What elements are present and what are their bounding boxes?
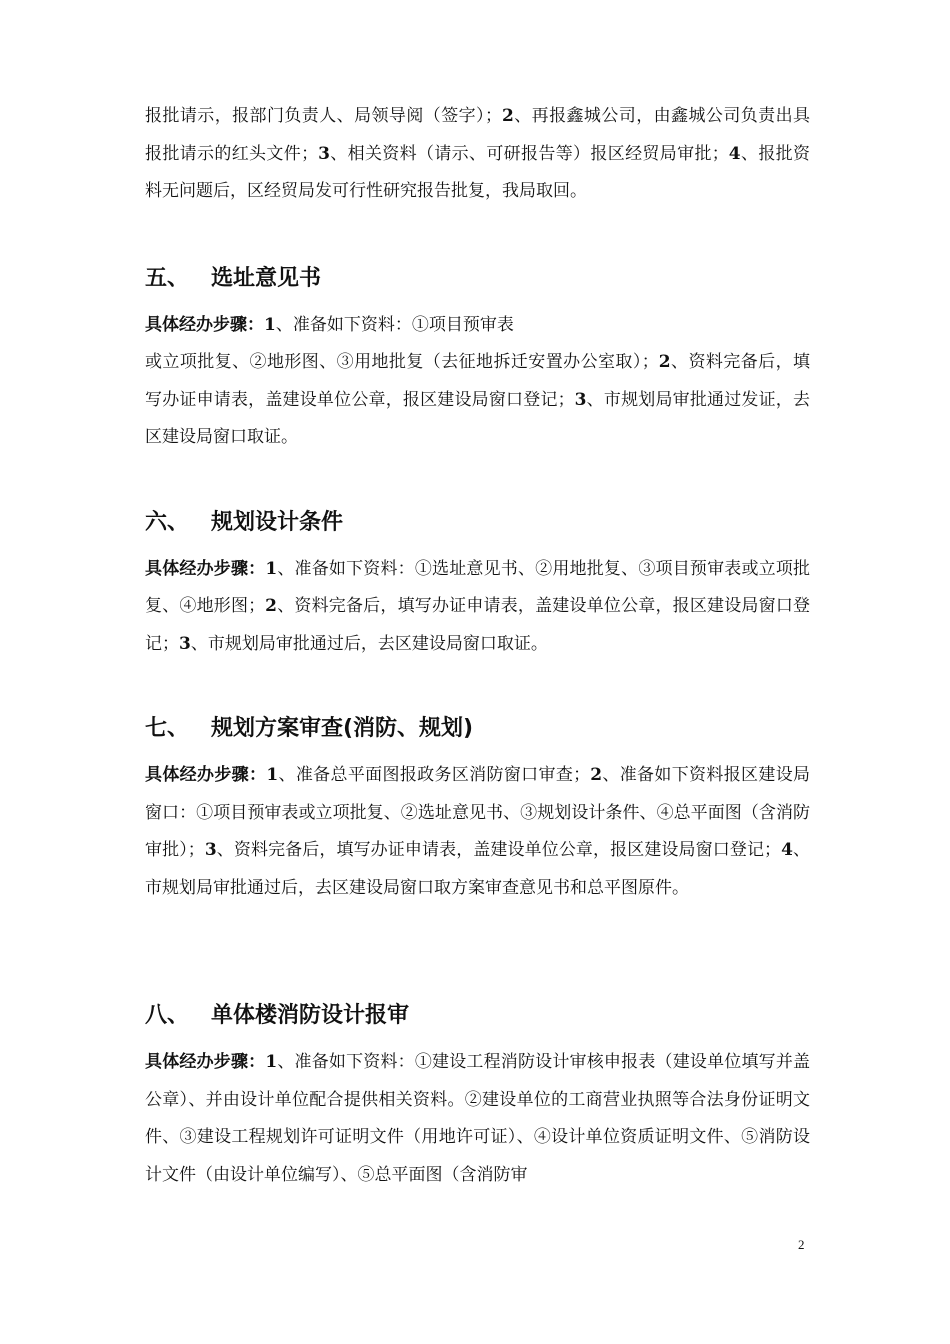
step-number: 3 bbox=[318, 143, 330, 164]
step-text: 、市规划局审批通过后，去区建设局窗口取证。 bbox=[190, 633, 548, 654]
step-number: 2 bbox=[265, 596, 278, 616]
section-heading-6 bbox=[145, 503, 810, 543]
intro-text-3: 、相关资料（请示、可研报告等）报区经贸局审批； bbox=[329, 143, 729, 164]
step-number: 3 bbox=[574, 389, 587, 410]
step-number: 2 bbox=[658, 352, 671, 372]
step-number: 3 bbox=[204, 840, 217, 860]
intro-text-1: 报批请示，报部门负责人、局领导阅（签字）； bbox=[145, 106, 502, 126]
step-text: 、市规划局审批通过发证，去区建设局窗口取证。 bbox=[145, 389, 810, 447]
step-text: 、准备如下资料：①选址意见书、②用地批复、③项目预审表或立项批复、④地形图； bbox=[145, 558, 811, 616]
section-number: 七、 bbox=[145, 716, 190, 741]
intro-text-2: 、再报鑫城公司，由鑫城公司负责出具报批请示的红头文件； bbox=[145, 106, 811, 164]
step-text: 、准备如下资料报区建设局窗口：①项目预审表或立项批复、②选址意见书、③规划设计条件、④总平面图（含消防审批）； bbox=[145, 765, 811, 860]
steps-lead: 具体经办步骤： bbox=[145, 558, 266, 579]
section-heading-5 bbox=[145, 259, 810, 299]
step-number: 1 bbox=[266, 765, 279, 785]
section-number: 五、 bbox=[145, 265, 190, 291]
section-number: 六、 bbox=[145, 509, 190, 535]
step-text: 、市规划局审批通过后，去区建设局窗口取方案审查意见书和总平图原件。 bbox=[145, 840, 811, 898]
step-text: 、准备如下资料：①项目预审表 bbox=[275, 314, 514, 335]
intro-paragraph bbox=[145, 98, 810, 211]
intro-text-4: 、报批资料无问题后，区经贸局发可行性研究报告批复，我局取回。 bbox=[145, 143, 811, 201]
section-title: 规划方案审查(消防、规划) bbox=[211, 716, 474, 741]
step-number: 1 bbox=[264, 314, 276, 335]
step-number: 1 bbox=[265, 558, 278, 579]
step-text: 、资料完备后，填写办证申请表，盖建设单位公章，报区建设局窗口登记； bbox=[216, 840, 782, 860]
section-title: 规划设计条件 bbox=[211, 509, 344, 535]
step-text: 、资料完备后，填写办证申请表，盖建设单位公章，报区建设局窗口登记； bbox=[145, 596, 811, 654]
step-number: 4 bbox=[781, 840, 793, 860]
page-number: 2 bbox=[798, 1237, 805, 1252]
document-page bbox=[145, 98, 810, 1194]
step-number: 2 bbox=[501, 106, 514, 126]
section-body-7 bbox=[145, 757, 810, 907]
section-heading-8 bbox=[145, 996, 810, 1036]
section-body-5 bbox=[145, 307, 810, 457]
section-body-6 bbox=[145, 551, 810, 664]
step-text: 、准备总平面图报政务区消防窗口审查； bbox=[278, 765, 591, 785]
section-heading-7 bbox=[145, 709, 810, 749]
step-text: 、资料完备后，填写办证申请表，盖建设单位公章，报区建设局窗口登记； bbox=[145, 352, 811, 410]
step-number: 3 bbox=[179, 633, 191, 654]
step-text: 、准备如下资料：①建设工程消防设计审核申报表（建设单位填写并盖公章）、并由设计单位配合提供相关资料。②建设单位的工商营业执照等合法身份证明文件、③建设工程规划许可证明文件（用地许可证）、④设计单位资质证明文件、⑤消防设计文件（由设计单位编写）、⑤总平面图（含消防审 bbox=[145, 1052, 811, 1185]
section-title: 选址意见书 bbox=[211, 265, 322, 291]
steps-lead: 具体经办步骤： bbox=[145, 1052, 266, 1072]
section-title: 单体楼消防设计报审 bbox=[211, 1003, 410, 1028]
section-number: 八、 bbox=[145, 1003, 190, 1028]
section-body-8 bbox=[145, 1044, 810, 1194]
step-text: 或立项批复、②地形图、③用地批复（去征地拆迁安置办公室取）； bbox=[145, 352, 659, 372]
steps-lead: 具体经办步骤： bbox=[145, 314, 264, 335]
steps-lead: 具体经办步骤： bbox=[145, 765, 267, 785]
step-number: 4 bbox=[728, 143, 741, 164]
step-number: 1 bbox=[265, 1052, 278, 1072]
step-number: 2 bbox=[590, 765, 603, 785]
